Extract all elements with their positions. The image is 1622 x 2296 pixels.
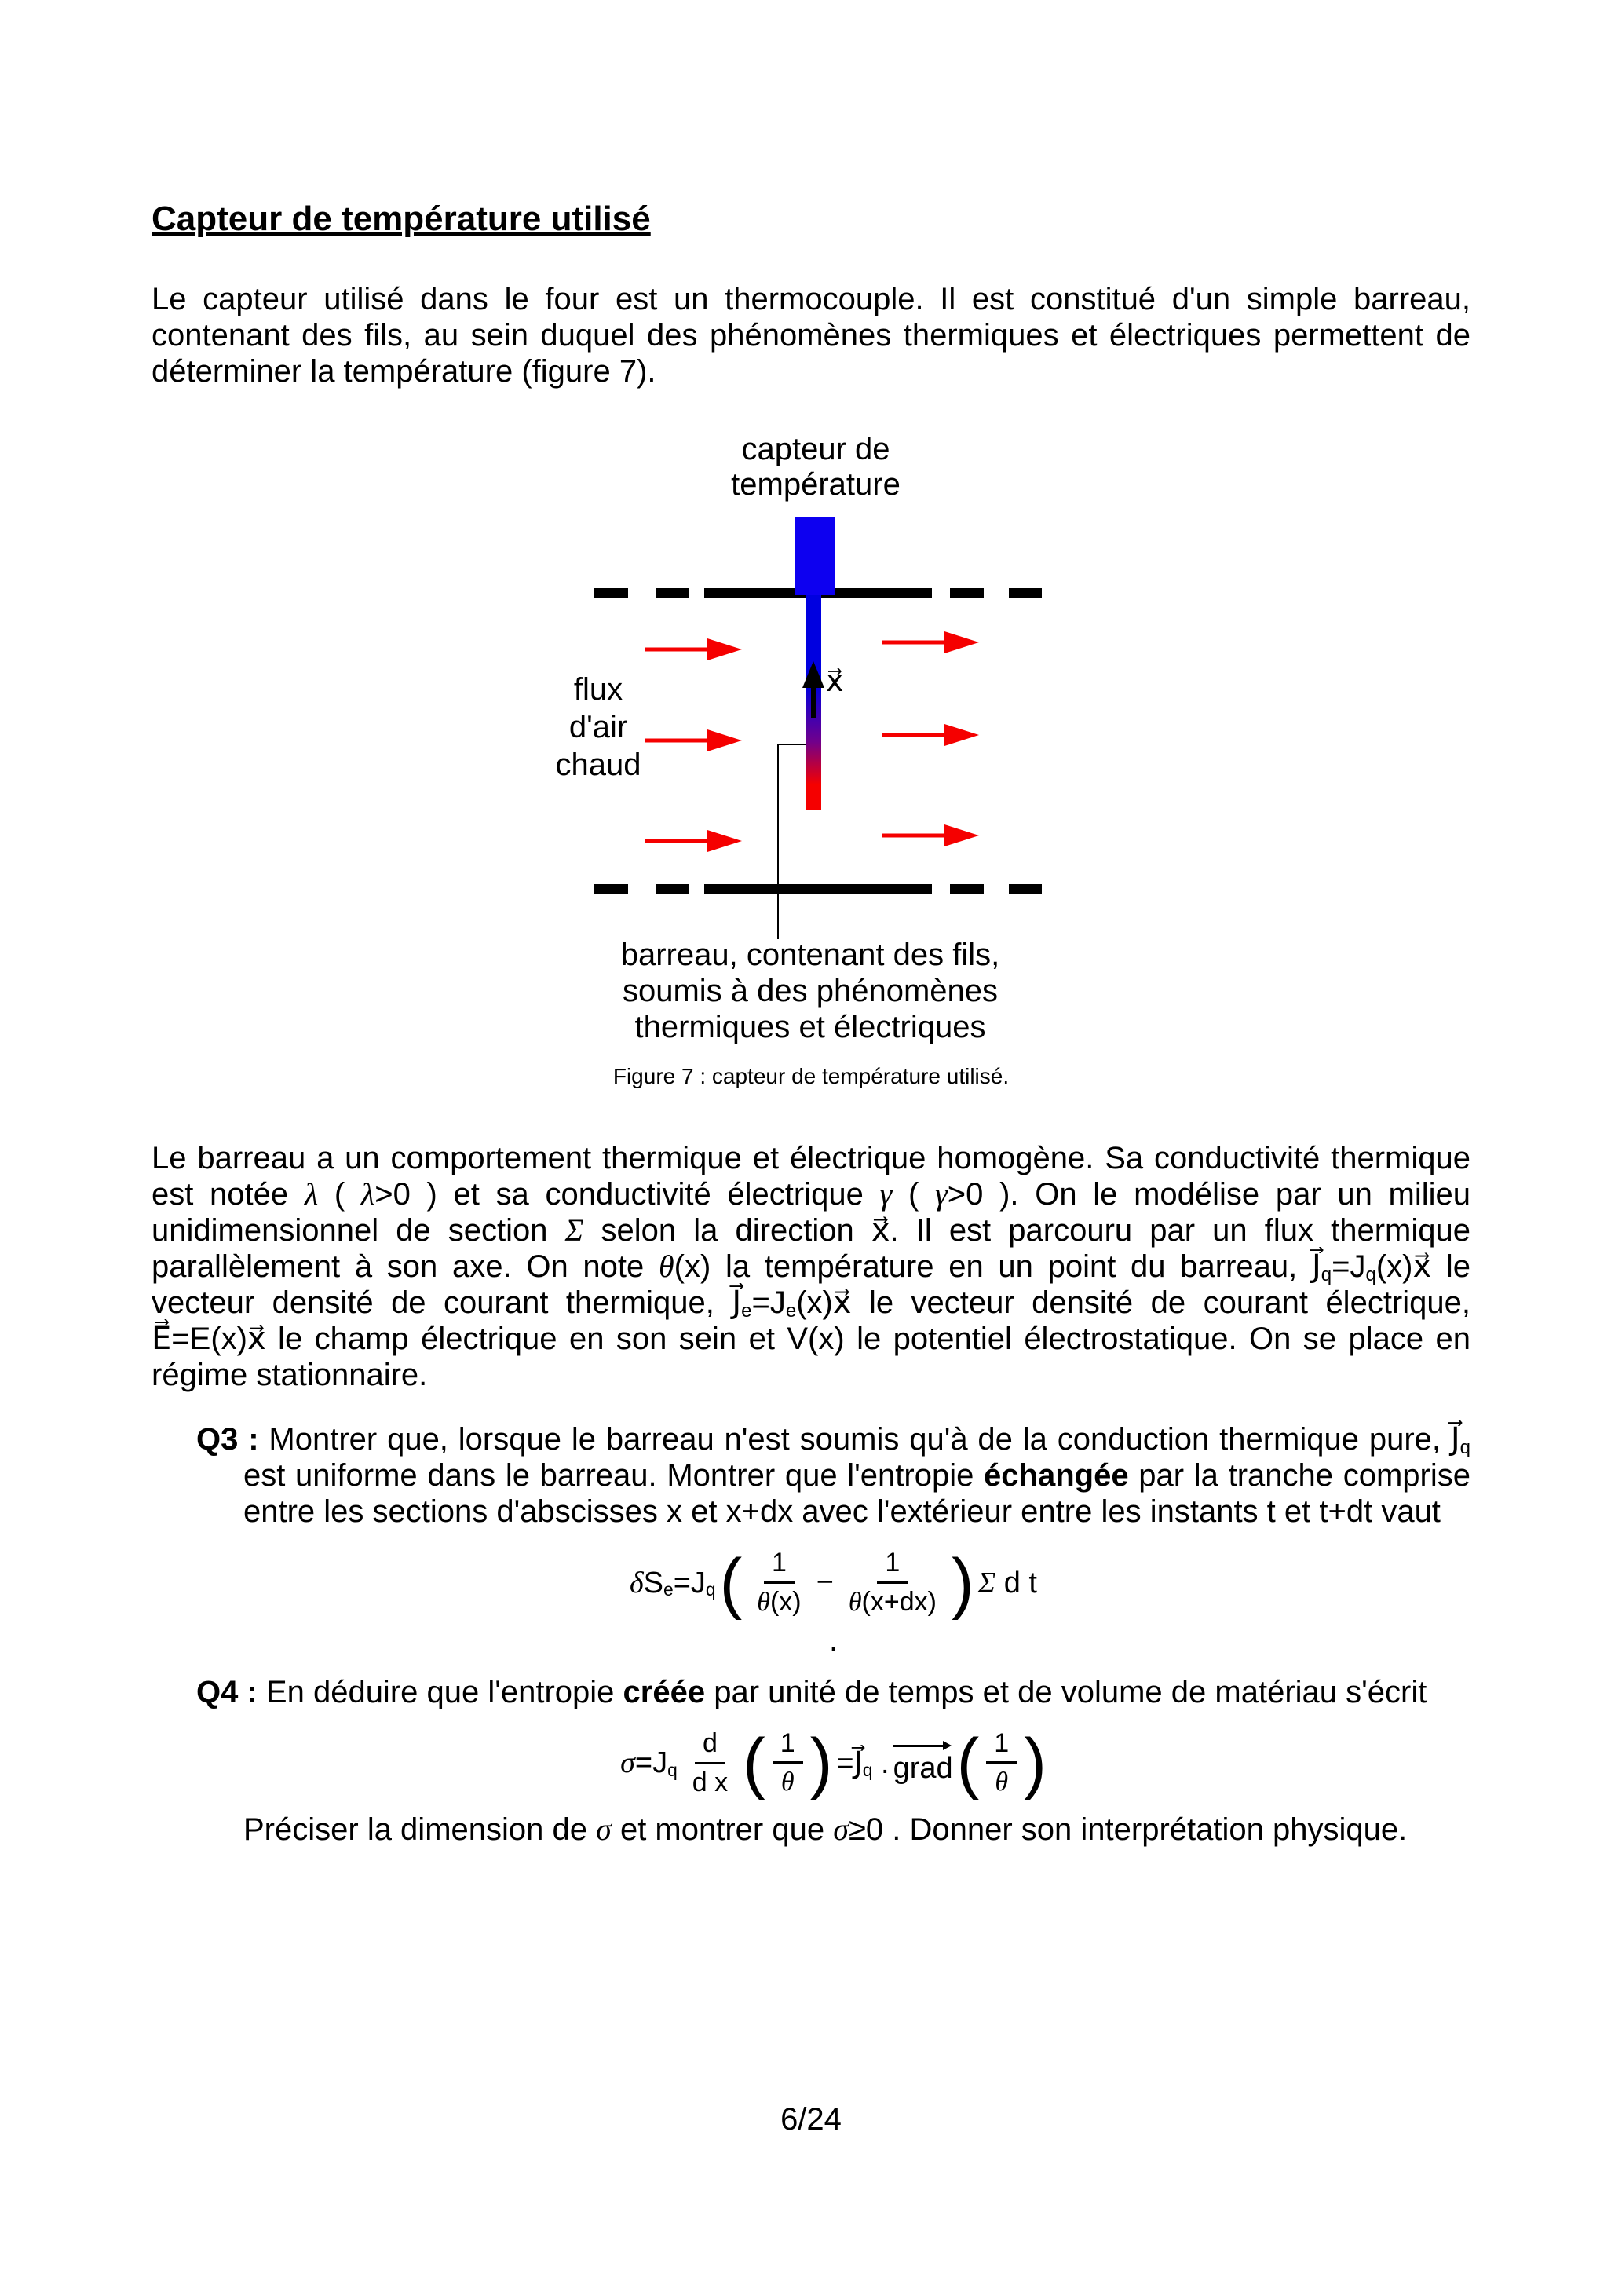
hot-air-arrow-icon	[882, 824, 979, 846]
barreau-label-line: barreau, contenant des fils,	[620, 938, 1000, 972]
barreau-label	[575, 937, 1046, 1045]
q3-formula: $\delta S_e=J_q$ ( $\frac{1}{\theta(x)}$ − $\frac{1}{\theta(x+dx)}$ ) Σ d t	[630, 1545, 1037, 1621]
question-q4	[196, 1674, 1470, 1848]
sensor-label-line: capteur de	[741, 432, 890, 466]
q4-followup: Préciser la dimension de σ et montrer que σ≥0 . Donner son interprétation physique.	[243, 1812, 1408, 1848]
hot-air-arrow-icon	[645, 638, 742, 660]
figure-caption: Figure 7 : capteur de température utilisé.	[612, 1064, 1010, 1088]
flux-label-line: flux	[573, 672, 623, 707]
q3-formula-period: .	[828, 1622, 838, 1658]
x-axis-label: x⃗	[826, 664, 844, 698]
sensor-label	[698, 432, 933, 503]
temperature-sensor-shape	[795, 517, 835, 595]
sensor-label-line: température	[731, 467, 901, 502]
barreau-label-line: soumis à des phénomènes	[622, 974, 999, 1008]
model-paragraph: Le barreau a un comportement thermique et électrique homogène. Sa conductivité thermique est notée λ ( λ>0 ) et sa conductivité électrique γ ( γ>0 ). On le modélise par un milieu unidimensionnel de section Σ selon la direction x⃗. Il est parcouru par un flux thermique parallèlement à son axe. On note θ(x) la température en un point du barreau, $J⃗_q=J_q(x)x⃗$ le vecteur densité de courant thermique, $J⃗_e=J_e(x)x⃗$ le vecteur densité de courant électrique, E⃗=E(x)x⃗ le champ électrique en son sein et V(x) le potentiel électrostatique. On se place en régime stationnaire.	[152, 1141, 1471, 1392]
hot-air-arrow-icon	[645, 830, 742, 852]
intro-paragraph: Le capteur utilisé dans le four est un thermocouple. Il est constitué d'un simple barreau, contenant des fils, au sein duquel des phénomènes thermiques et électriques permettent de déterminer la température (figure 7).	[152, 282, 1470, 389]
q3-text: Q3 : Montrer que, lorsque le barreau n'est soumis qu'à de la conduction thermique pure, $J⃗_q$ est uniforme dans le barreau. Montrer que l'entropie échangée par la tranche comprise entre les sections d'abscisses x et x+dx avec l'extérieur entre les instants t et t+dt vaut	[196, 1421, 1471, 1529]
barreau-label-line: thermiques et électriques	[634, 1010, 986, 1044]
flux-label-line: d'air	[568, 710, 628, 744]
leader-line	[778, 744, 806, 939]
figure-7	[152, 430, 1470, 1098]
hot-air-arrow-icon	[882, 631, 979, 653]
page-number: 6/24	[780, 2102, 842, 2137]
page-title: Capteur de température utilisé	[152, 199, 651, 238]
flux-label-line: chaud	[555, 748, 641, 782]
q4-text: Q4 : En déduire que l'entropie créée par unité de temps et de volume de matériau s'écrit	[196, 1674, 1427, 1709]
duct-wall-bottom	[594, 884, 1042, 894]
q4-formula: $\sigma=J_q$ $\frac{d}{\text{d x}}$ ( $\frac{1}{\theta}$ ) $=J⃗_q$ . grad ( $\frac{1}{\theta}$ )	[620, 1725, 1047, 1801]
question-q3	[196, 1421, 1470, 1658]
hot-air-arrow-icon	[882, 724, 979, 746]
hot-air-flux-label	[520, 671, 677, 784]
